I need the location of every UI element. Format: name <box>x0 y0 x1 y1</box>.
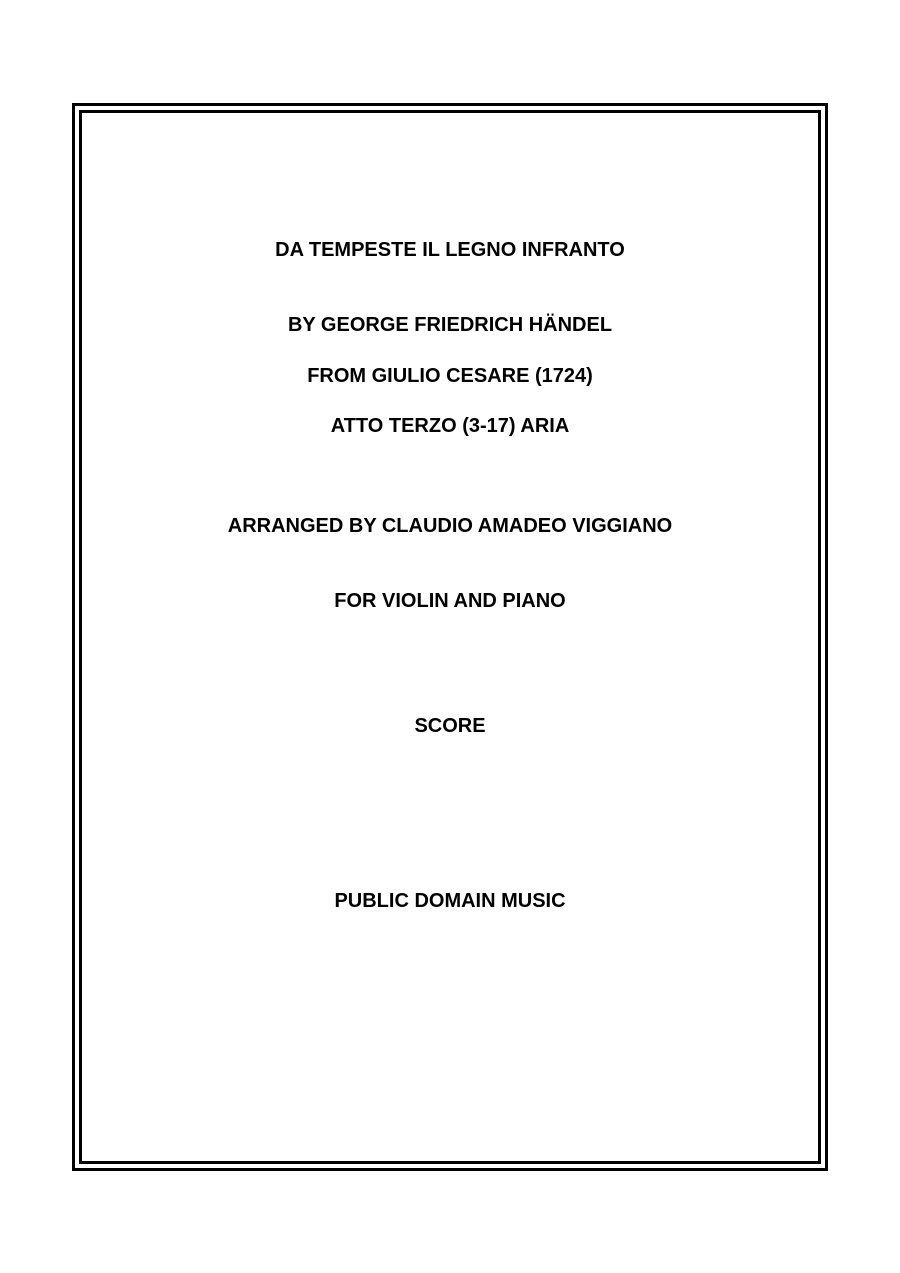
cover-instrumentation: FOR VIOLIN AND PIANO <box>334 590 566 612</box>
cover-edition: SCORE <box>414 715 486 737</box>
cover-source: FROM GIULIO CESARE (1724) <box>307 365 593 387</box>
page-border-inner <box>79 110 821 1164</box>
cover-license: PUBLIC DOMAIN MUSIC <box>334 890 566 912</box>
cover-composer: BY GEORGE FRIEDRICH HÄNDEL <box>287 314 613 336</box>
cover-arranger: ARRANGED BY CLAUDIO AMADEO VIGGIANO <box>227 515 673 537</box>
cover-act: ATTO TERZO (3-17) ARIA <box>330 415 570 437</box>
cover-title: DA TEMPESTE IL LEGNO INFRANTO <box>275 239 625 261</box>
